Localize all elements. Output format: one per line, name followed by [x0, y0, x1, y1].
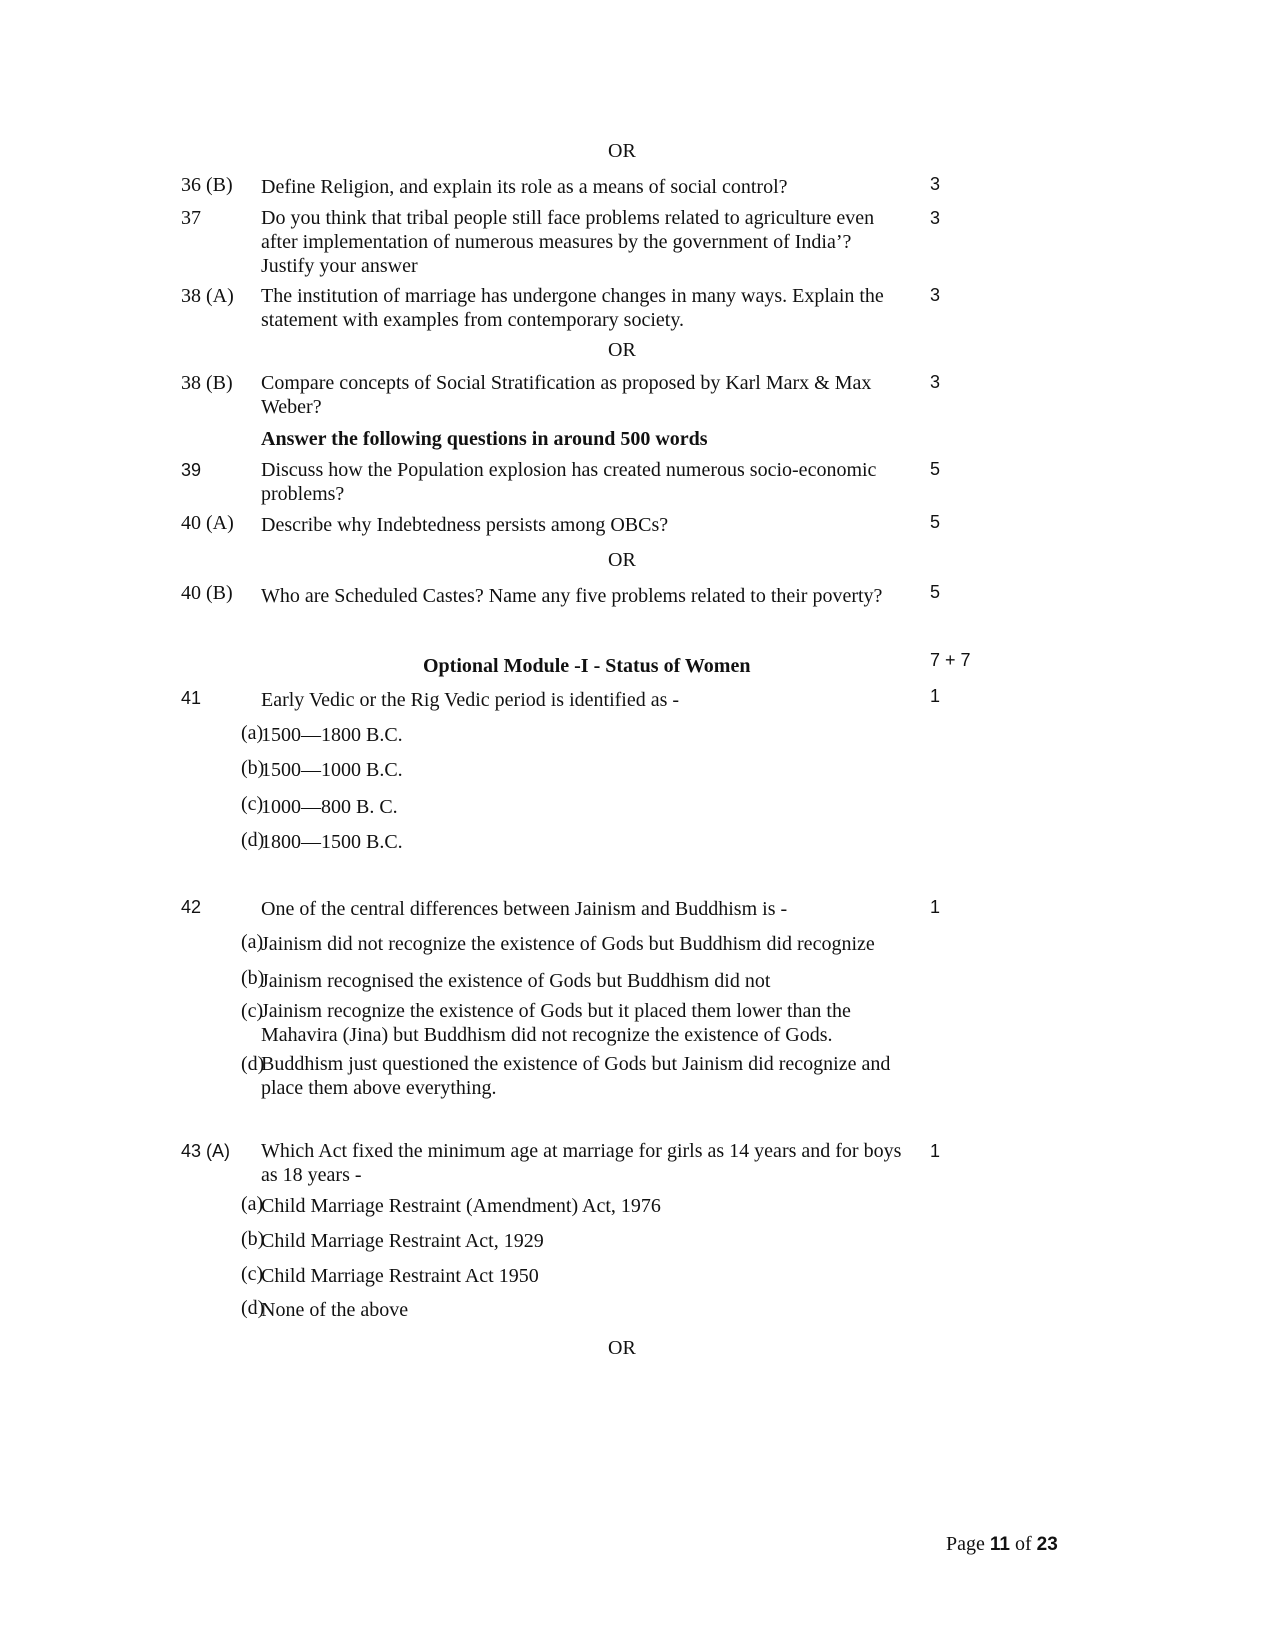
option-text: Child Marriage Restraint (Amendment) Act, 1976: [261, 1195, 661, 1217]
option-text: 1800—1500 B.C.: [261, 831, 403, 853]
question-marks: 5: [930, 459, 941, 479]
question-marks: 3: [930, 208, 941, 228]
page-total: 23: [1036, 1534, 1058, 1555]
option-text: 1500—1000 B.C.: [261, 759, 403, 781]
question-text: One of the central differences between Jainism and Buddhism is -: [261, 898, 788, 920]
option-text: Mahavira (Jina) but Buddhism did not recognize the existence of Gods.: [261, 1024, 833, 1046]
or-separator: OR: [608, 140, 636, 162]
option-label: (b): [241, 967, 265, 989]
question-text: after implementation of numerous measures by the government of India’?: [261, 231, 852, 253]
question-number: 43 (A): [181, 1141, 231, 1161]
option-text: Buddhism just questioned the existence of Gods but Jainism did recognize and: [261, 1053, 891, 1075]
page-footer: [946, 1532, 1058, 1557]
option-label: (c): [241, 1263, 264, 1285]
option-label: (b): [241, 1228, 265, 1250]
module-title: Optional Module -I - Status of Women: [423, 655, 751, 677]
page-number: 11: [989, 1534, 1010, 1555]
question-text: Early Vedic or the Rig Vedic period is identified as -: [261, 689, 680, 711]
question-number: 40 (B): [181, 582, 233, 604]
question-number: 41: [181, 688, 202, 708]
question-text: Discuss how the Population explosion has created numerous socio-economic: [261, 459, 877, 481]
question-number: 36 (B): [181, 174, 233, 196]
question-text: Define Religion, and explain its role as a means of social control?: [261, 176, 788, 198]
option-label: (a): [241, 931, 264, 953]
question-number: 40 (A): [181, 512, 234, 534]
question-marks: 3: [930, 372, 941, 392]
section-heading: Answer the following questions in around 500 words: [261, 428, 708, 450]
question-number: 37: [181, 207, 201, 229]
page-word: Page: [946, 1533, 985, 1555]
question-text: Who are Scheduled Castes? Name any five problems related to their poverty?: [261, 585, 883, 607]
question-text: as 18 years -: [261, 1164, 362, 1186]
question-text: Which Act fixed the minimum age at marriage for girls as 14 years and for boys: [261, 1140, 902, 1162]
question-marks: 3: [930, 174, 941, 194]
question-number: 39: [181, 460, 202, 480]
question-number: 42: [181, 897, 202, 917]
option-text: Jainism recognised the existence of Gods but Buddhism did not: [261, 970, 771, 992]
option-label: (a): [241, 1193, 264, 1215]
option-text: Child Marriage Restraint Act 1950: [261, 1265, 539, 1287]
question-text: Justify your answer: [261, 255, 418, 277]
question-marks: 5: [930, 582, 941, 602]
question-number: 38 (B): [181, 372, 233, 394]
option-label: (a): [241, 722, 264, 744]
question-text: Describe why Indebtedness persists among OBCs?: [261, 514, 669, 536]
module-marks: 7 + 7: [930, 650, 971, 670]
option-text: Jainism did not recognize the existence of Gods but Buddhism did recognize: [261, 933, 875, 955]
option-label: (d): [241, 1053, 265, 1075]
option-text: 1500—1800 B.C.: [261, 724, 403, 746]
question-marks: 1: [930, 897, 941, 917]
question-marks: 5: [930, 512, 941, 532]
or-separator: OR: [608, 549, 636, 571]
question-text: Compare concepts of Social Stratification as proposed by Karl Marx & Max: [261, 372, 872, 394]
question-text: statement with examples from contemporary society.: [261, 309, 685, 331]
option-label: (b): [241, 757, 265, 779]
option-text: Child Marriage Restraint Act, 1929: [261, 1230, 544, 1252]
question-marks: 1: [930, 1141, 941, 1161]
option-text: 1000—800 B. C.: [261, 796, 398, 818]
question-text: Weber?: [261, 396, 322, 418]
or-separator: OR: [608, 339, 636, 361]
option-label: (c): [241, 793, 264, 815]
question-marks: 1: [930, 686, 941, 706]
option-label: (c): [241, 1000, 264, 1022]
of-word: of: [1014, 1533, 1032, 1555]
question-text: The institution of marriage has undergone changes in many ways. Explain the: [261, 285, 884, 307]
question-number: 38 (A): [181, 285, 234, 307]
or-separator: OR: [608, 1337, 636, 1359]
question-marks: 3: [930, 285, 941, 305]
option-text: Jainism recognize the existence of Gods but it placed them lower than the: [261, 1000, 851, 1022]
question-text: Do you think that tribal people still face problems related to agriculture even: [261, 207, 875, 229]
option-text: None of the above: [261, 1299, 409, 1321]
question-text: problems?: [261, 483, 345, 505]
option-label: (d): [241, 1297, 265, 1319]
option-text: place them above everything.: [261, 1077, 497, 1099]
option-label: (d): [241, 829, 265, 851]
